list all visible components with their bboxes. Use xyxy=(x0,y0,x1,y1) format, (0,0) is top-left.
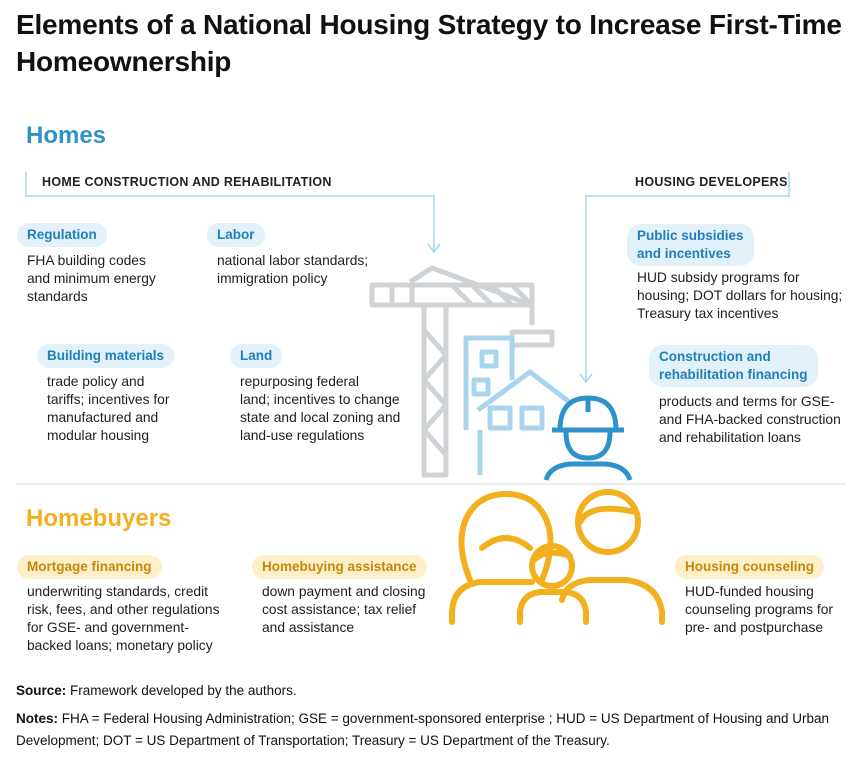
homebuying-assistance-label: Homebuying assistance xyxy=(252,555,427,579)
page-title: Elements of a National Housing Strategy to Increase First-Time Homeownership xyxy=(16,9,842,77)
text-line: HUD subsidy programs for xyxy=(637,270,800,285)
building-materials-text xyxy=(47,373,169,445)
public-subsidies-text xyxy=(637,269,842,323)
text-line: down payment and closing xyxy=(262,584,426,599)
labor-text xyxy=(217,252,368,288)
land-text xyxy=(240,373,400,445)
construction-financing-label xyxy=(649,345,818,387)
text-line: HUD-funded housing xyxy=(685,584,814,599)
homebuying-assistance-text xyxy=(262,583,425,637)
text-line: trade policy and xyxy=(47,374,145,389)
mortgage-financing-label: Mortgage financing xyxy=(17,555,162,579)
text-line: national labor standards; xyxy=(217,253,369,268)
construction-header: HOME CONSTRUCTION AND REHABILITATION xyxy=(42,175,332,189)
housing-counseling-text xyxy=(685,583,833,637)
text-line: standards xyxy=(27,289,88,304)
mortgage-financing-text xyxy=(27,583,220,655)
notes-label: Notes: xyxy=(16,711,59,726)
text-line: tariffs; incentives for xyxy=(47,392,170,407)
homes-heading: Homes xyxy=(26,122,107,149)
text-line: Treasury tax incentives xyxy=(637,306,779,321)
text-line: housing; DOT dollars for housing; xyxy=(637,288,843,303)
text-line: land-use regulations xyxy=(240,428,365,443)
text-line: manufactured and xyxy=(47,410,159,425)
regulation-label: Regulation xyxy=(17,223,107,247)
text-line: FHA building codes xyxy=(27,253,146,268)
text-line: risk, fees, and other regulations xyxy=(27,602,220,617)
text-line: land; incentives to change xyxy=(240,392,400,407)
construction-financing-text xyxy=(659,393,841,447)
source-label: Source: xyxy=(16,683,67,698)
homebuyers-heading: Homebuyers xyxy=(26,505,172,532)
building-materials-label: Building materials xyxy=(37,344,174,368)
label-line: rehabilitation financing xyxy=(659,367,808,382)
text-line: repurposing federal xyxy=(240,374,359,389)
text-line: for GSE- and government- xyxy=(27,620,189,635)
notes xyxy=(16,708,856,752)
text-line: pre- and postpurchase xyxy=(685,620,824,635)
developers-header: HOUSING DEVELOPERS xyxy=(635,175,788,189)
regulation-text xyxy=(27,252,156,306)
labor-label: Labor xyxy=(207,223,265,247)
text-line: and rehabilitation loans xyxy=(659,430,801,445)
label-line: Construction and xyxy=(659,349,771,364)
family-icon xyxy=(452,492,662,622)
worker-icon xyxy=(546,398,630,480)
source-note xyxy=(16,681,297,701)
public-subsidies-label xyxy=(627,224,754,266)
text-line: modular housing xyxy=(47,428,150,443)
text-line: immigration policy xyxy=(217,271,328,286)
label-line: and incentives xyxy=(637,246,731,261)
notes-text: FHA = Federal Housing Administration; GSE = government-sponsored enterprise ; HUD = US Department of Housing and Urban Development; DOT = US Department of Transportation; Treasury = US Department of the Treasury. xyxy=(16,711,830,748)
text-line: counseling programs for xyxy=(685,602,834,617)
text-line: products and terms for GSE- xyxy=(659,394,835,409)
building-icon xyxy=(466,338,572,475)
land-label: Land xyxy=(230,344,282,368)
text-line: and FHA-backed construction xyxy=(659,412,841,427)
text-line: and assistance xyxy=(262,620,355,635)
text-line: underwriting standards, credit xyxy=(27,584,208,599)
label-line: Public subsidies xyxy=(637,228,744,243)
source-text: Framework developed by the authors. xyxy=(66,683,297,698)
text-line: state and local zoning and xyxy=(240,410,401,425)
text-line: and minimum energy xyxy=(27,271,156,286)
housing-counseling-label: Housing counseling xyxy=(675,555,824,579)
text-line: backed loans; monetary policy xyxy=(27,638,213,653)
text-line: cost assistance; tax relief xyxy=(262,602,417,617)
